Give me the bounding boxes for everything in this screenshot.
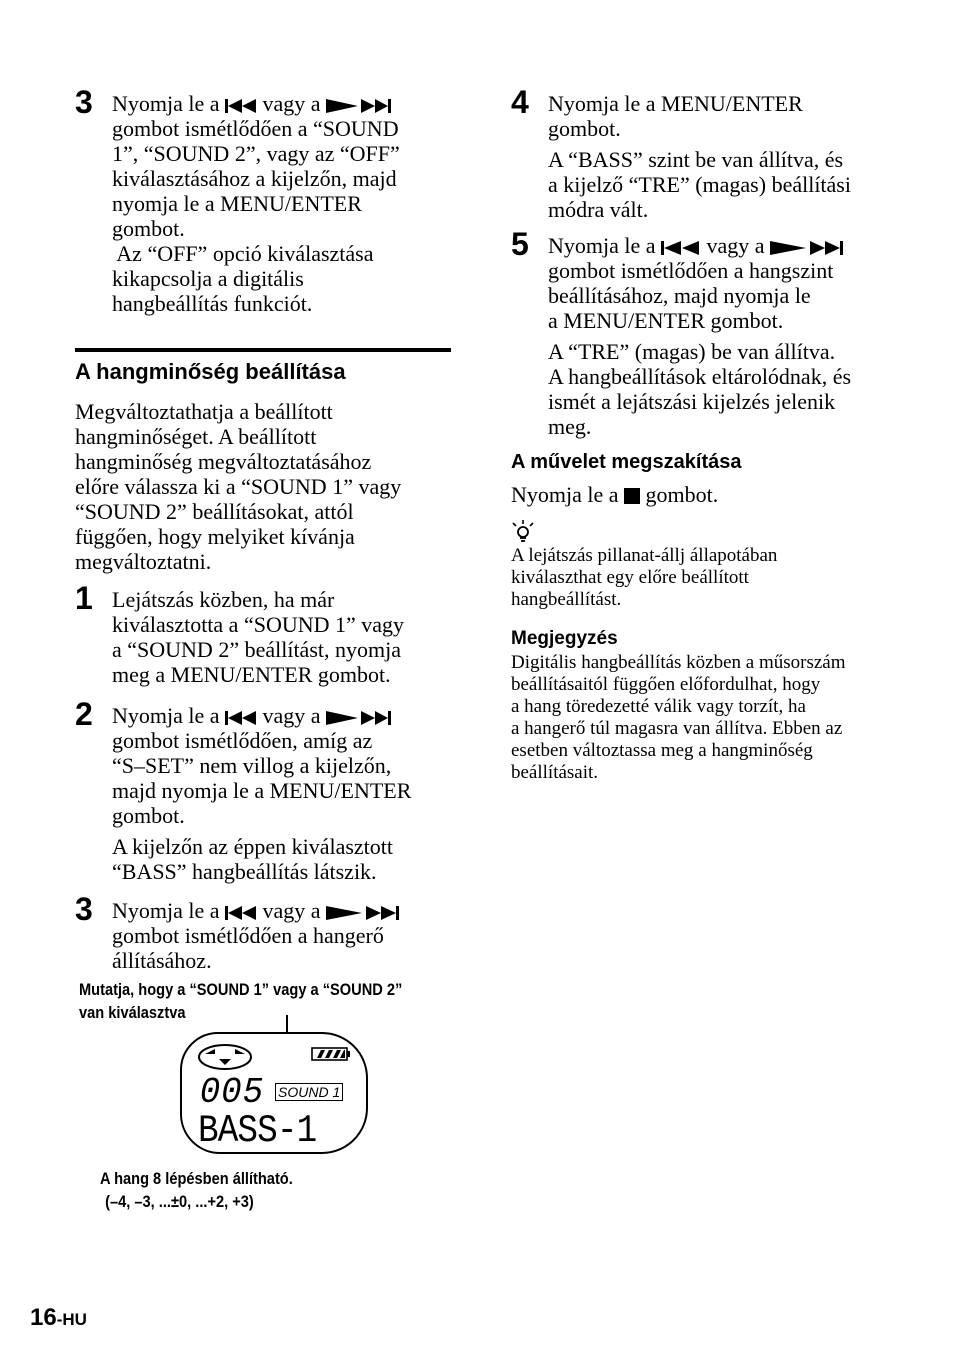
step-line: nyomja le a MENU/ENTER [112, 191, 362, 216]
cancel-heading: A művelet megszakítása [511, 451, 742, 473]
page-number: 16-HU [30, 1304, 87, 1331]
figure-caption-top: Mutatja, hogy a “SOUND 1” vagy a “SOUND 2” van kiválasztva [79, 980, 403, 1022]
disc-icon [197, 1043, 253, 1071]
step-number: 2 [75, 696, 93, 732]
prev-icon [225, 906, 257, 920]
step-3-top [75, 84, 460, 316]
intro-paragraph: Megváltoztathatja a beállított hangminőséget. A beállított hangminőség megváltoztatásához előre válassza ki a “SOUND 1” vagy “SOUND 2” beállításokat, attól függően, hogy melyiket kívánja megváltoztatni. [75, 399, 402, 574]
step-line: gombot. [112, 216, 185, 241]
stop-icon [624, 488, 640, 504]
step-1: 1 Lejátszás közben, ha már kiválasztotta a “SOUND 1” vagy a “SOUND 2” beállítást, nyomja meg a MENU/ENTER gombot. [75, 580, 405, 687]
step-3-bottom: 3 Nyomja le a vagy a gombot ismétlődően a hangerő állításához. [75, 898, 460, 973]
prev-icon [225, 711, 257, 725]
step-note: A hangbeállítások eltárolódnak, és [548, 364, 852, 389]
section-heading: A hangminőség beállítása [75, 359, 346, 384]
step-line: Nyomja le a vagy a [112, 703, 460, 728]
step-line: kiválasztásához a kijelzőn, majd [112, 166, 397, 191]
cancel-text: Nyomja le a gombot. [511, 482, 719, 507]
step-note: A “TRE” (magas) be van állítva. [548, 339, 836, 364]
step-note: A kijelzőn az éppen kiválasztott [112, 834, 394, 859]
step-5: 5 Nyomja le a vagy a gombot ismétlődően a hangszint beállításához, majd nyomja le a MENU/ENTER gombot. A “TRE” (magas) be van állítva. A hangbeállítások eltárolódnak, és ismét a lejátszási kijelzés jelenik meg. [511, 233, 901, 439]
step-number: 3 [75, 84, 93, 120]
note-heading: Megjegyzés [511, 628, 618, 649]
step-line: hangbeállítás funkciót. [112, 291, 313, 316]
step-number: 5 [511, 226, 529, 262]
note-text: Digitális hangbeállítás közben a műsorszám beállításaitól függően előfordulhat, hogy a hang töredezetté válik vagy torzít, ha a hangerő túl magasra van állítva. Ebben az esetben változtassa meg a hangminőség beállításait. [511, 652, 846, 783]
step-note: módra vált. [548, 197, 649, 222]
tip-text: A lejátszás pillanat-állj állapotában kiválaszthat egy előre beállított hangbeállítást. [511, 545, 778, 610]
play-next-icon [326, 711, 392, 725]
step-number: 4 [511, 84, 529, 120]
step-line: kikapcsolja a digitális [112, 266, 304, 291]
figure-caption-bottom: A hang 8 lépésben állítható. (–4, –3, ...±0, ...+2, +3) [100, 1169, 293, 1211]
step-line: gombot ismétlődően a “SOUND [112, 116, 399, 141]
step-line: Nyomja le a vagy a [548, 233, 901, 258]
step-2: 2 Nyomja le a vagy a gombot ismétlődően, amíg az “S–SET” nem villog a kijelzőn, majd nyomja le a MENU/ENTER gombot. A kijelzőn az éppen kiválasztott “BASS” hangbeállítás látszik. [75, 703, 460, 884]
step-line: Nyomja le a vagy a [112, 91, 460, 116]
prev-icon [661, 241, 701, 255]
step-note: A “BASS” szint be van állítva, és [548, 147, 844, 172]
play-next-icon [326, 906, 400, 920]
lcd-sound-indicator: SOUND 1 [275, 1083, 343, 1101]
lcd-track-number: 005 [199, 1072, 265, 1113]
step-line: Az “OFF” opció kiválasztása [112, 241, 374, 266]
step-note: ismét a lejátszási kijelzés jelenik [548, 389, 836, 414]
lcd-main-text: BASS-1 [198, 1109, 317, 1153]
step-number: 1 [75, 580, 93, 616]
play-next-icon [770, 241, 844, 255]
step-4: 4 Nyomja le a MENU/ENTER gombot. A “BASS” szint be van állítva, és a kijelző “TRE” (magas) beállítási módra vált. [511, 91, 901, 222]
step-note: “BASS” hangbeállítás látszik. [112, 859, 377, 884]
step-note: meg. [548, 414, 592, 439]
step-line: Nyomja le a vagy a [112, 898, 460, 923]
play-next-icon [326, 99, 392, 113]
prev-icon [225, 99, 257, 113]
step-line: 1”, “SOUND 2”, vagy az “OFF” [112, 141, 400, 166]
section-rule [75, 348, 451, 352]
tip-bulb-icon [511, 520, 535, 542]
battery-icon [311, 1047, 351, 1061]
step-number: 3 [75, 891, 93, 927]
lcd-display [180, 1032, 368, 1154]
step-note: a kijelző “TRE” (magas) beállítási [548, 172, 851, 197]
